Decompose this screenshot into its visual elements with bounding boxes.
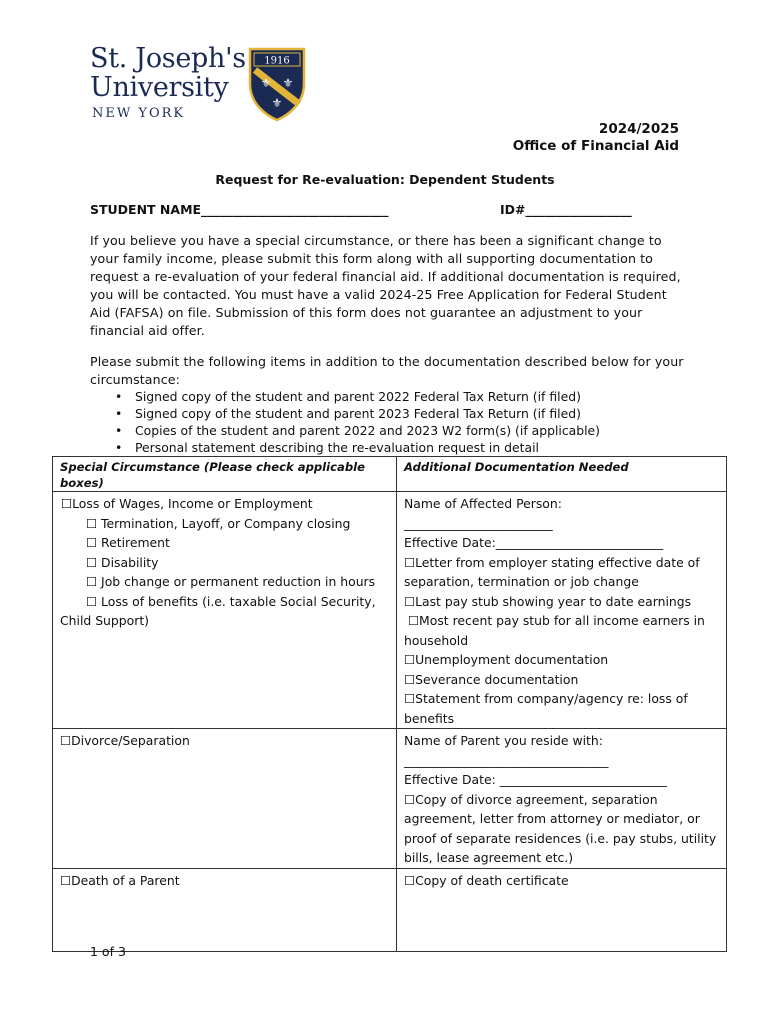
- table-row: [53, 492, 727, 729]
- circumstance-table: [52, 456, 727, 952]
- intro-paragraph: If you believe you have a special circumstance, or there has been a significant change to your family income, please submit this form along with all supporting documentation to request a re-evaluation of your federal financial aid. If additional documentation is required, you will be contacted. You must have a valid 2024-25 Free Application for Federal Student Aid (FAFSA) on file. Submission of this form does not guarantee an adjustment to your financial aid offer.: [90, 233, 681, 338]
- list-item: • Signed copy of the student and parent 2022 Federal Tax Return (if filed): [90, 388, 710, 405]
- svg-text:⚜: ⚜: [282, 76, 294, 90]
- list-item: • Copies of the student and parent 2022 and 2023 W2 form(s) (if applicable): [90, 422, 710, 439]
- checkbox-recent-pay-stub[interactable]: ☐Most recent pay stub for all income earners in household: [404, 613, 709, 648]
- checkbox-death-of-parent[interactable]: ☐Death of a Parent: [60, 872, 180, 888]
- checkbox-loss-of-benefits[interactable]: ☐ Loss of benefits (i.e. taxable Social Security,: [86, 593, 376, 609]
- office-name: Office of Financial Aid: [512, 138, 679, 154]
- divorce-effective-date-field[interactable]: Effective Date: ___________________________: [404, 772, 667, 787]
- checkbox-job-change[interactable]: ☐ Job change or permanent reduction in hours: [86, 574, 376, 589]
- table-header-row: [53, 457, 727, 492]
- submit-intro: Please submit the following items in addition to the documentation described below for your circumstance:: [90, 354, 684, 387]
- table-row: [53, 729, 727, 869]
- page-number: 1 of 3: [90, 944, 126, 959]
- parent-reside-label: Name of Parent you reside with:: [404, 733, 603, 748]
- shield-icon: [247, 46, 307, 122]
- checkbox-termination[interactable]: ☐ Termination, Layoff, or Company closing: [86, 515, 351, 531]
- academic-year: 2024/2025: [598, 121, 679, 137]
- checkbox-disability[interactable]: ☐ Disability: [86, 554, 159, 570]
- svg-text:⚜: ⚜: [271, 96, 283, 110]
- logo-line-3: NEW YORK: [92, 106, 186, 121]
- affected-person-label: Name of Affected Person:: [404, 496, 562, 511]
- list-item: • Signed copy of the student and parent 2023 Federal Tax Return (if filed): [90, 405, 710, 422]
- table-row: [53, 868, 727, 951]
- student-name-field[interactable]: STUDENT NAME______________________________: [90, 202, 389, 217]
- svg-text:⚜: ⚜: [260, 76, 272, 90]
- parent-reside-field[interactable]: _________________________________: [404, 752, 609, 768]
- affected-person-field[interactable]: ________________________: [404, 515, 553, 531]
- checkbox-last-pay-stub[interactable]: ☐Last pay stub showing year to date earnings: [404, 593, 692, 609]
- checkbox-benefits-statement[interactable]: ☐Statement from company/agency re: loss of benefits: [404, 691, 688, 726]
- loss-of-benefits-continuation: Child Support): [60, 613, 150, 628]
- submit-items-list: [90, 388, 710, 456]
- student-id-field[interactable]: ID#_________________: [500, 202, 632, 217]
- list-item: • Personal statement describing the re-evaluation request in detail: [90, 439, 710, 456]
- checkbox-unemployment-doc[interactable]: ☐Unemployment documentation: [404, 652, 609, 667]
- checkbox-severance-doc[interactable]: ☐Severance documentation: [404, 671, 579, 687]
- checkbox-employer-letter[interactable]: ☐Letter from employer stating effective date of separation, termination or job change: [404, 554, 700, 589]
- checkbox-death-certificate[interactable]: ☐Copy of death certificate: [404, 872, 569, 888]
- logo-line-2: University: [90, 72, 229, 103]
- form-title: Request for Re-evaluation: Dependent Students: [215, 172, 555, 187]
- logo-line-1: St. Joseph's: [90, 43, 246, 74]
- column-header-documentation: Additional Documentation Needed: [404, 460, 629, 474]
- checkbox-loss-of-wages[interactable]: ☐Loss of Wages, Income or Employment: [61, 496, 313, 511]
- checkbox-divorce-separation[interactable]: ☐Divorce/Separation: [60, 733, 190, 748]
- checkbox-retirement[interactable]: ☐ Retirement: [86, 535, 170, 550]
- effective-date-field[interactable]: Effective Date:___________________________: [404, 535, 664, 550]
- logo-year: 1916: [264, 55, 290, 67]
- column-header-circumstance: Special Circumstance (Please check applicable boxes): [60, 460, 365, 490]
- university-logo: [90, 44, 310, 124]
- checkbox-divorce-agreement[interactable]: ☐Copy of divorce agreement, separation agreement, letter from attorney or mediator, or proof of separate residences (i.e. pay stubs, utility bills, lease agreement etc.): [404, 791, 717, 865]
